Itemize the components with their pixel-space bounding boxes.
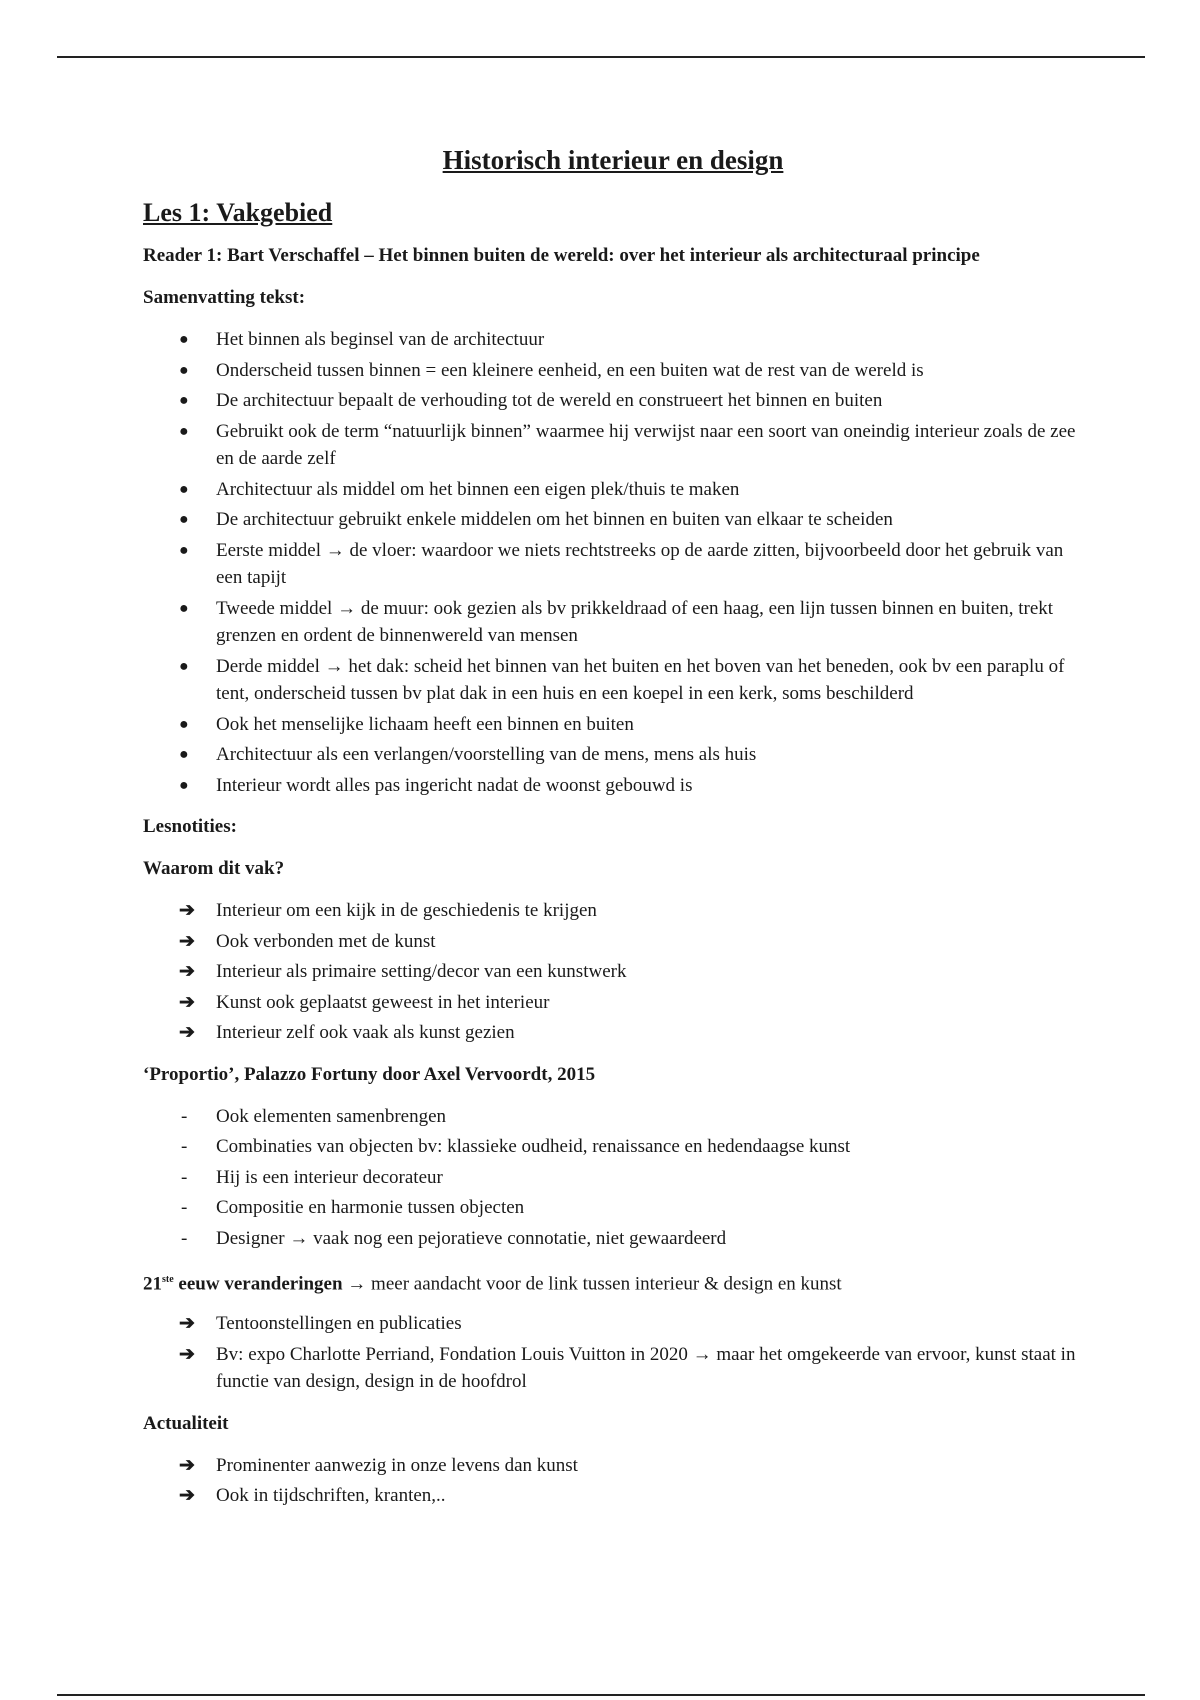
notes-heading: Lesnotities: bbox=[143, 816, 237, 837]
summary-heading: Samenvatting tekst: bbox=[143, 287, 306, 308]
list-item: ● Eerste middel → de vloer: waardoor we niets rechtstreeks op de aarde zitten, bijvoorbeeld door het gebruik van een tapijt bbox=[143, 537, 1083, 592]
reader-heading: Reader 1: Bart Verschaffel – Het binnen buiten de wereld: over het interieur als architecturaal principe bbox=[143, 245, 980, 266]
bullet-icon: ● bbox=[179, 480, 189, 498]
proportio-heading: ‘Proportio’, Palazzo Fortuny door Axel Vervoordt, 2015 bbox=[143, 1063, 596, 1085]
bullet-icon: ● bbox=[179, 657, 189, 675]
list-item: ● Het binnen als beginsel van de architectuur bbox=[143, 326, 1083, 354]
list-item: ➔ Tentoonstellingen en publicaties bbox=[143, 1310, 1083, 1338]
dash-icon: - bbox=[181, 1197, 188, 1218]
list-item: - Compositie en harmonie tussen objecten bbox=[143, 1194, 1083, 1222]
arrow-right-icon: ➔ bbox=[179, 961, 195, 982]
list-item: ● Ook het menselijke lichaam heeft een binnen en buiten bbox=[143, 711, 1083, 739]
dash-icon: - bbox=[181, 1227, 188, 1249]
arrow-right-icon: ➔ bbox=[179, 1343, 195, 1365]
list-item: ● Gebruikt ook de term “natuurlijk binnen” waarmee hij verwijst naar een soort van oneindig interieur zoals de zee en de aarde zelf bbox=[143, 418, 1083, 473]
list-item: ● Onderscheid tussen binnen = een kleinere eenheid, en een buiten wat de rest van de wereld is bbox=[143, 357, 1083, 385]
list-item: ➔ Ook in tijdschriften, kranten,.. bbox=[143, 1482, 1083, 1510]
actualiteit-list bbox=[143, 1452, 1083, 1510]
arrow-right-icon: ➔ bbox=[179, 930, 195, 952]
bullet-icon: ● bbox=[179, 541, 189, 559]
list-item: - Hij is een interieur decorateur bbox=[143, 1164, 1083, 1192]
bullet-icon: ● bbox=[179, 331, 189, 348]
summary-list bbox=[143, 326, 1083, 799]
bullet-icon: ● bbox=[179, 392, 189, 409]
list-item: ● Interieur wordt alles pas ingericht nadat de woonst gebouwd is bbox=[143, 772, 1083, 800]
arrow-right-icon: ➔ bbox=[179, 1022, 195, 1043]
list-item: ➔ Interieur om een kijk in de geschiedenis te krijgen bbox=[143, 897, 1083, 925]
list-item: ➔ Bv: expo Charlotte Perriand, Fondation Louis Vuitton in 2020 → maar het omgekeerde van ervoor, kunst staat in functie van design, design in de hoofdrol bbox=[143, 1341, 1083, 1396]
list-item: ➔ Prominenter aanwezig in onze levens dan kunst bbox=[143, 1452, 1083, 1480]
century-heading: 21ste eeuw veranderingen → meer aandacht voor de link tussen interieur & design en kunst bbox=[143, 1273, 842, 1295]
document-body bbox=[143, 140, 1083, 1524]
list-item: ● Architectuur als middel om het binnen een eigen plek/thuis te maken bbox=[143, 476, 1083, 504]
bullet-icon: ● bbox=[179, 422, 189, 440]
arrow-right-icon: ➔ bbox=[179, 991, 195, 1013]
arrow-right-icon: ➔ bbox=[179, 1313, 195, 1335]
list-item: - Designer → vaak nog een pejoratieve connotatie, niet gewaardeerd bbox=[143, 1225, 1083, 1253]
list-item: ➔ Interieur als primaire setting/decor van een kunstwerk bbox=[143, 958, 1083, 986]
list-item: ➔ Interieur zelf ook vaak als kunst gezien bbox=[143, 1019, 1083, 1047]
bullet-icon: ● bbox=[179, 715, 189, 733]
list-item: ➔ Ook verbonden met de kunst bbox=[143, 928, 1083, 956]
bottom-rule bbox=[57, 1694, 1145, 1696]
arrow-right-icon: → bbox=[347, 1273, 367, 1295]
arrow-right-icon: ➔ bbox=[179, 1454, 195, 1476]
document-title: Historisch interieur en design bbox=[442, 145, 784, 175]
list-item: ➔ Kunst ook geplaatst geweest in het interieur bbox=[143, 989, 1083, 1017]
list-item: - Combinaties van objecten bv: klassieke oudheid, renaissance en hedendaagse kunst bbox=[143, 1133, 1083, 1161]
list-item: ● Tweede middel → de muur: ook gezien als bv prikkeldraad of een haag, een lijn tussen binnen en buiten, trekt grenzen en ordent de binnenwereld van mensen bbox=[143, 595, 1083, 650]
list-item: ● De architectuur gebruikt enkele middelen om het binnen en buiten van elkaar te scheiden bbox=[143, 506, 1083, 534]
list-item: ● Architectuur als een verlangen/voorstelling van de mens, mens als huis bbox=[143, 741, 1083, 769]
list-item: ● De architectuur bepaalt de verhouding tot de wereld en construeert het binnen en buiten bbox=[143, 387, 1083, 415]
list-item: - Ook elementen samenbrengen bbox=[143, 1103, 1083, 1131]
proportio-list bbox=[143, 1103, 1083, 1253]
list-item: ● Derde middel → het dak: scheid het binnen van het buiten en het boven van het beneden, ook bv een paraplu of tent, onderscheid tussen bv plat dak in een huis en een koepel in een kerk, soms beschilderd bbox=[143, 653, 1083, 708]
top-rule bbox=[57, 56, 1145, 58]
dash-icon: - bbox=[181, 1166, 188, 1188]
arrow-right-icon: ➔ bbox=[179, 1485, 195, 1507]
why-heading: Waarom dit vak? bbox=[143, 858, 285, 879]
dash-icon: - bbox=[181, 1105, 188, 1127]
why-list bbox=[143, 897, 1083, 1047]
bullet-icon: ● bbox=[179, 599, 189, 617]
century-list bbox=[143, 1310, 1083, 1396]
arrow-right-icon: ➔ bbox=[179, 900, 195, 921]
dash-icon: - bbox=[181, 1136, 188, 1157]
bullet-icon: ● bbox=[179, 776, 189, 794]
bullet-icon: ● bbox=[179, 746, 189, 763]
bullet-icon: ● bbox=[179, 511, 189, 528]
actualiteit-heading: Actualiteit bbox=[143, 1412, 229, 1434]
bullet-icon: ● bbox=[179, 361, 189, 379]
lesson-heading: Les 1: Vakgebied bbox=[143, 198, 333, 227]
